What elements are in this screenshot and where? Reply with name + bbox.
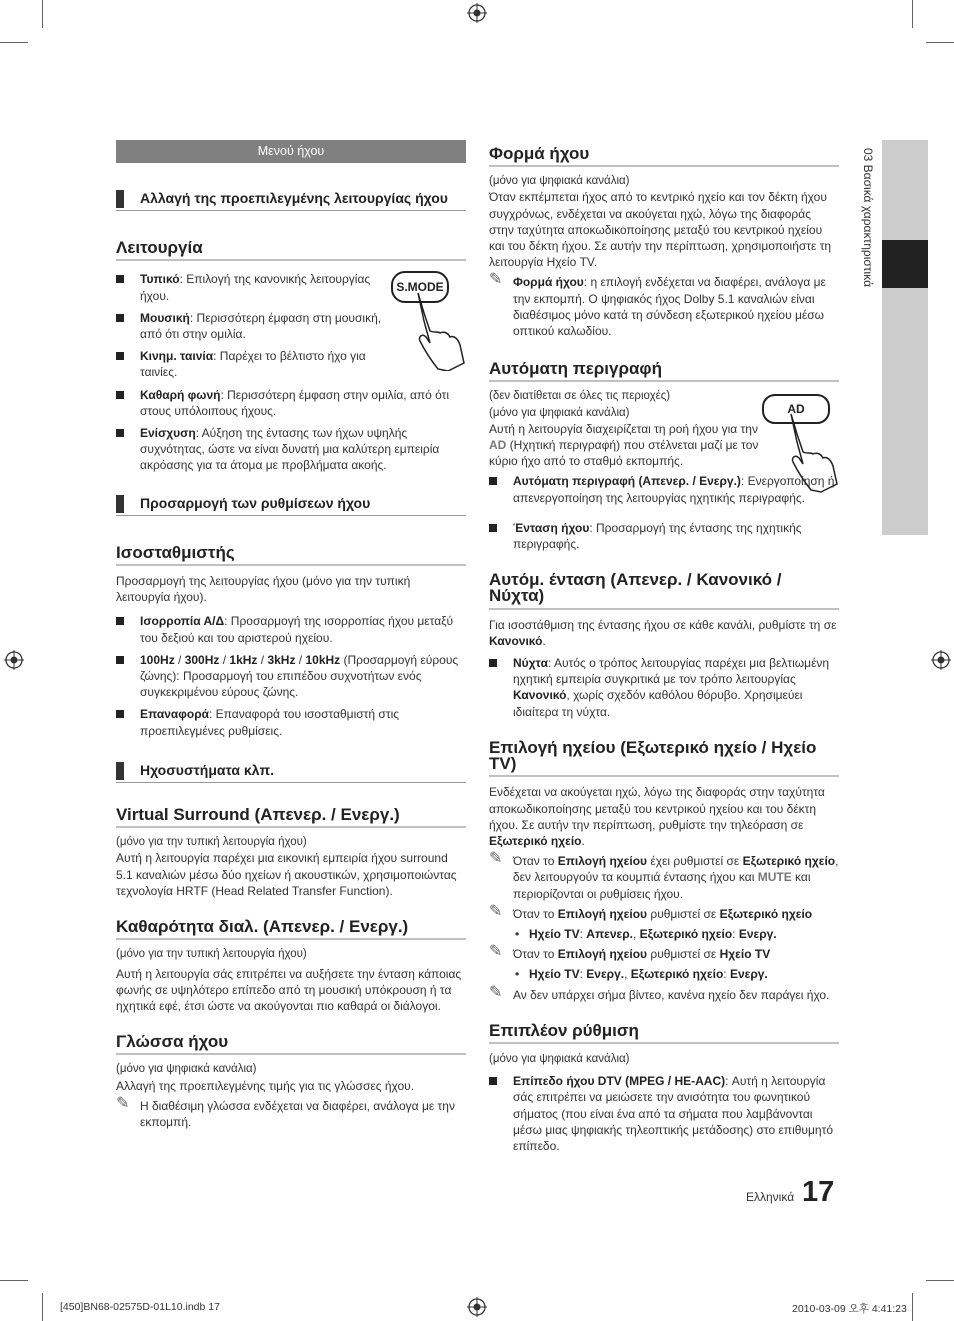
list-item: Μουσική: Περισσότερη έμφαση στη μουσική, από ότι στην ομιλία. bbox=[116, 310, 386, 342]
right-column bbox=[489, 140, 839, 1160]
audio-format-condition: (μόνο για ψηφιακά κανάλια) bbox=[489, 175, 630, 188]
section-title-mode: Λειτουργία bbox=[116, 240, 466, 261]
list-item: • Ηχείο TV: Ενεργ., Εξωτερικό ηχείο: Ενεργ. bbox=[489, 966, 839, 982]
speaker-select-note-2: ✎ Όταν το Επιλογή ηχείου ρυθμιστεί σε Εξωτερικό ηχείο bbox=[489, 906, 839, 922]
audio-format-text: Όταν εκπέμπεται ήχος από το κεντρικό ηχείο και τον δέκτη ήχου συγχρόνως, ενδέχεται να ακούγεται ηχώ, λόγω της διαφοράς στην ταχύτητα αποκωδικοποίησης μεταξύ του κεντρικού ηχείου και του δέκτη ήχου. Σε αυτήν την περίπτωση, χρησιμοποιήστε τη λειτουργία Ηχείο TV. bbox=[489, 190, 832, 270]
section-title-dialog-clarity: Καθαρότητα διαλ. (Απενερ. / Ενεργ.) bbox=[116, 919, 466, 940]
crop-mark bbox=[42, 1293, 43, 1321]
section-title-auto-volume: Αυτόμ. ένταση (Απενερ. / Κανονικό / Νύχτα) bbox=[489, 572, 839, 609]
registration-mark-icon bbox=[467, 1297, 487, 1317]
mode-list-continued bbox=[116, 387, 466, 474]
crop-mark bbox=[926, 1280, 954, 1281]
crop-mark bbox=[926, 42, 954, 43]
registration-mark-icon bbox=[4, 650, 24, 670]
mode-list bbox=[116, 271, 386, 380]
audio-description-section bbox=[489, 388, 839, 469]
s-mode-button-label: S.MODE bbox=[396, 280, 444, 295]
speaker-select-sub-list bbox=[489, 966, 839, 982]
dialog-clarity-condition: (μόνο για την τυπική λειτουργία ήχου) bbox=[116, 948, 307, 961]
audio-language-note: ✎ Η διαθέσιμη γλώσσα ενδέχεται να διαφέρει, ανάλογα με την εκπομπή. bbox=[116, 1098, 466, 1130]
auto-volume-list bbox=[489, 655, 839, 720]
ad-button-label: AD bbox=[787, 402, 805, 417]
footer-timestamp: 2010-03-09 오후 4:41:23 bbox=[792, 1303, 907, 1315]
list-item: Νύχτα: Αυτός ο τρόπος λειτουργίας παρέχει μια βελτιωμένη ηχητική εμπειρία συγκριτικά με τον τρόπο λειτουργίας Κανονικό, χωρίς σχεδόν καθόλου θόρυβο. Χρησιμεύει ιδιαίτερα τη νύχτα. bbox=[489, 655, 839, 720]
list-item: 100Hz / 300Hz / 1kHz / 3kHz / 10kHz (Προσαρμογή εύρους ζώνης): Προσαρμογή του επιπέδου συχνοτήτων ενός συγκεκριμένου εύρους ζώνης. bbox=[116, 652, 466, 701]
page-number: 17 bbox=[802, 1176, 835, 1208]
subheading-sound-systems: Ηχοσυστήματα κλπ. bbox=[116, 759, 466, 783]
section-title-additional-setting: Επιπλέον ρύθμιση bbox=[489, 1023, 839, 1044]
additional-setting-list bbox=[489, 1073, 839, 1154]
list-item: • Ηχείο TV: Απενερ., Εξωτερικό ηχείο: Ενεργ. bbox=[489, 926, 839, 942]
virtual-surround-text: Αυτή η λειτουργία παρέχει μια εικονική εμπειρία ήχου surround 5.1 καναλιών μέσω δύο ηχείων ή ακουστικών, χρησιμοποιώντας τεχνολογία HRTF (Head Related Transfer Function). bbox=[116, 851, 457, 898]
list-item: Επαναφορά: Επαναφορά του ισοσταθμιστή στις προεπιλεγμένες ρυθμίσεις. bbox=[116, 706, 466, 738]
footer-file-info: [450]BN68-02575D-01L10.indb 17 bbox=[60, 1301, 220, 1313]
section-title-audio-description: Αυτόματη περιγραφή bbox=[489, 361, 839, 382]
list-item: Καθαρή φωνή: Περισσότερη έμφαση στην ομιλία, από ότι στους υπόλοιπους ήχους. bbox=[116, 387, 466, 419]
list-item: Ένταση ήχου: Προσαρμογή της έντασης της ηχητικής περιγραφής. bbox=[489, 520, 839, 552]
section-title-speaker-select: Επιλογή ηχείου (Εξωτερικό ηχείο / Ηχείο TV) bbox=[489, 740, 839, 777]
speaker-select-note-1: ✎ Όταν το Επιλογή ηχείου έχει ρυθμιστεί σε Εξωτερικό ηχείο, δεν λειτουργούν τα κουμπιά έντασης ήχου και MUTE και περιορίζονται οι ρυθμίσεις ήχου. bbox=[489, 853, 839, 902]
audio-description-text: Αυτή η λειτουργία διαχειρίζεται τη ροή ήχου για την AD (Ηχητική περιγραφή) που στέλνεται μαζί με τον κύριο ήχο από το σταθμό εκπομπής. bbox=[489, 421, 759, 469]
additional-setting-condition: (μόνο για ψηφιακά κανάλια) bbox=[489, 1052, 630, 1065]
audio-description-condition-1: (δεν διατίθεται σε όλες τις περιοχές) bbox=[489, 390, 671, 403]
equalizer-list bbox=[116, 613, 466, 738]
left-column bbox=[116, 140, 466, 1130]
mode-section bbox=[116, 271, 466, 473]
crop-mark bbox=[912, 1293, 913, 1321]
chapter-tab-marker bbox=[882, 240, 928, 288]
speaker-select-sub-list bbox=[489, 926, 839, 942]
equalizer-intro: Προσαρμογή της λειτουργίας ήχου (μόνο για την τυπική λειτουργία ήχου). bbox=[116, 574, 411, 605]
list-item: Κινημ. ταινία: Παρέχει το βέλτιστο ήχο για ταινίες. bbox=[116, 348, 386, 380]
list-item: Τυπικό: Επιλογή της κανονικής λειτουργίας ήχου. bbox=[116, 271, 386, 303]
audio-language-text: Αλλαγή της προεπιλεγμένης τιμής για τις γλώσσες ήχου. bbox=[116, 1078, 415, 1093]
chapter-tab-label: 03 Βασικά χαρακτηριστικά bbox=[861, 148, 875, 288]
speaker-select-note-3: ✎ Όταν το Επιλογή ηχείου ρυθμιστεί σε Ηχείο TV bbox=[489, 946, 839, 962]
audio-description-condition-2: (μόνο για ψηφιακά κανάλια) bbox=[489, 406, 630, 419]
audio-language-condition: (μόνο για ψηφιακά κανάλια) bbox=[116, 1063, 257, 1076]
menu-title-bar: Μενού ήχου bbox=[116, 140, 466, 163]
page-language: Ελληνικά bbox=[746, 1190, 795, 1204]
dialog-clarity-text: Αυτή η λειτουργία σάς επιτρέπει να αυξήσετε την ένταση κάποιας φωνής σε υψηλότερο επίπεδο από τη μουσική υπόκρουση ή τα ηχητικά εφέ, έτσι ώστε να ακούγονται πιο καθαρά οι διάλογοι. bbox=[116, 966, 462, 1013]
section-title-audio-format: Φορμά ήχου bbox=[489, 146, 839, 167]
auto-volume-text: Για ισοστάθμιση της έντασης ήχου σε κάθε κανάλι, ρυθμίστε τη σε Κανονικό. bbox=[489, 617, 837, 648]
list-item: Ισορροπία Α/Δ: Προσαρμογή της ισορροπίας ήχου μεταξύ του δεξιού και του αριστερού ηχείου. bbox=[116, 613, 466, 645]
section-title-equalizer: Ισοσταθμιστής bbox=[116, 545, 466, 566]
speaker-select-text: Ενδέχεται να ακούγεται ηχώ, λόγω της διαφοράς στην ταχύτητα αποκωδικοποίησης μεταξύ του κεντρικού ηχείου και του δέκτη ήχου. Σε αυτήν την περίπτωση, ρυθμίστε την τηλεόραση σε Εξωτερικό ηχείο. bbox=[489, 785, 825, 848]
subheading-adjust-sound: Προσαρμογή των ρυθμίσεων ήχου bbox=[116, 492, 466, 516]
audio-format-note: ✎ Φορμά ήχου: η επιλογή ενδέχεται να διαφέρει, ανάλογα με την εκπομπή. Ο ψηφιακός ήχος Dolby 5.1 καναλιών είναι διαθέσιμος μόνο κατά τη σύνδεση εξωτερικού ηχείου μέσω οπτικού καλωδίου. bbox=[489, 274, 839, 339]
virtual-surround-condition: (μόνο για την τυπική λειτουργία ήχου) bbox=[116, 836, 307, 849]
speaker-select-note-4: ✎ Αν δεν υπάρχει σήμα βίντεο, κανένα ηχείο δεν παράγει ήχο. bbox=[489, 987, 839, 1003]
registration-mark-icon bbox=[467, 3, 487, 23]
section-title-audio-language: Γλώσσα ήχου bbox=[116, 1034, 466, 1055]
registration-mark-icon bbox=[931, 650, 951, 670]
list-item: Αυτόματη περιγραφή (Απενερ. / Ενεργ.): Ενεργοποίηση ή απενεργοποίηση της λειτουργίας ηχητικής περιγραφής. bbox=[489, 473, 839, 505]
list-item: Επίπεδο ήχου DTV (MPEG / HE-AAC): Αυτή η λειτουργία σάς επιτρέπει να μειώσετε την ανισότητα του φωνητικού σήματος (που είναι ένα από τα σήματα που λαμβάνονται μέσω μιας ψηφιακής τηλεοπτικής μετάδοσης) στο επιθυμητό επίπεδο. bbox=[489, 1073, 839, 1154]
subheading-default-mode: Αλλαγή της προεπιλεγμένης λειτουργίας ήχου bbox=[116, 187, 466, 211]
crop-mark bbox=[0, 42, 28, 43]
list-item: Ενίσχυση: Αύξηση της έντασης των ήχων υψηλής συχνότητας, ώστε να είναι δυνατή μια καλύτερη εμπειρία ακρόασης για τα άτομα με προβλήματα ακοής. bbox=[116, 425, 466, 474]
audio-description-list bbox=[489, 473, 839, 552]
crop-mark bbox=[0, 1280, 28, 1281]
crop-mark bbox=[912, 0, 913, 28]
crop-mark bbox=[42, 0, 43, 28]
section-title-virtual-surround: Virtual Surround (Απενερ. / Ενεργ.) bbox=[116, 807, 466, 828]
chapter-tab bbox=[882, 140, 928, 535]
